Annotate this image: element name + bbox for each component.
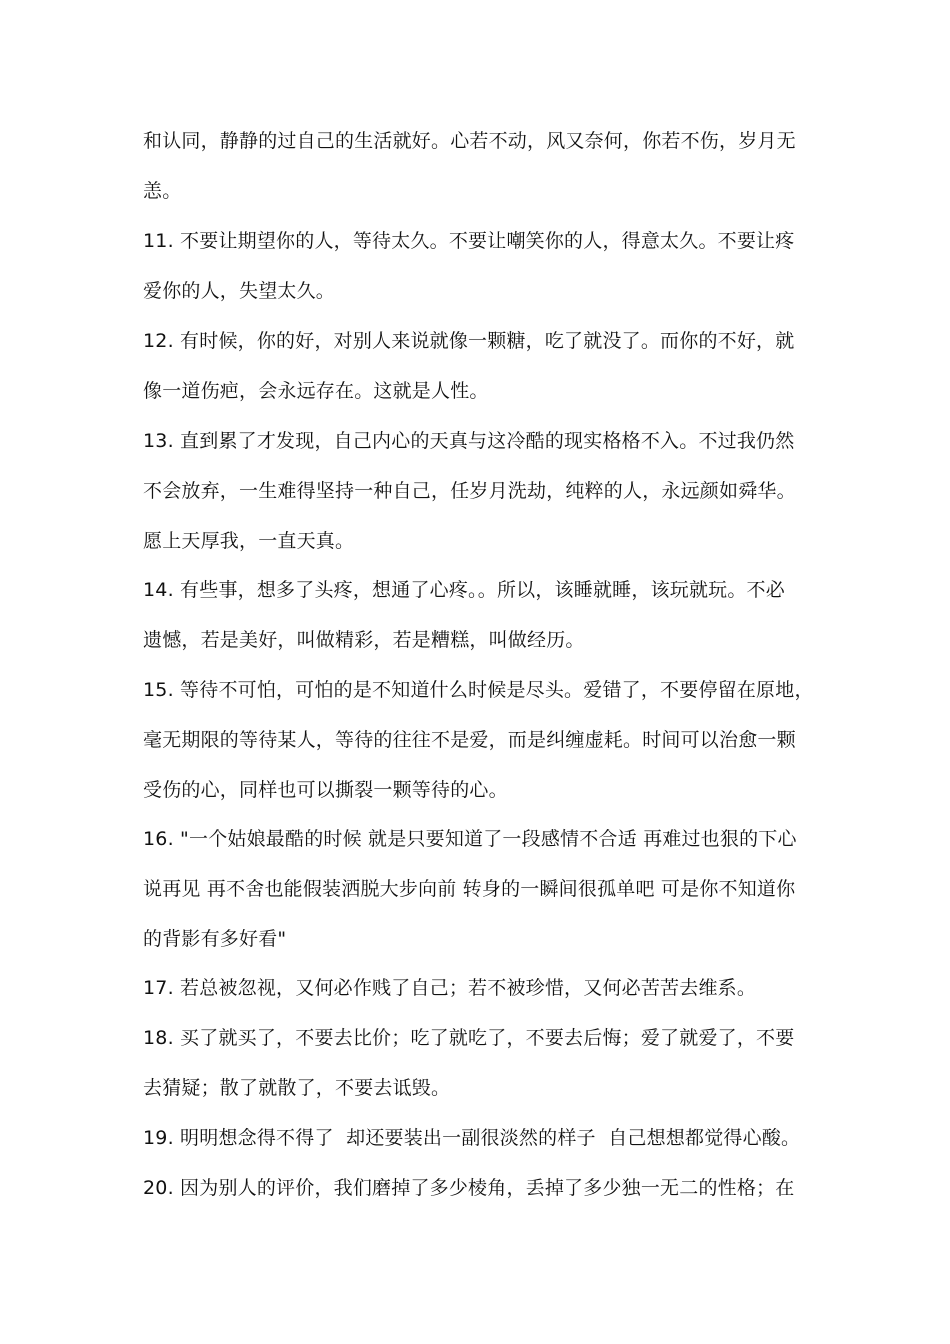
- text-line: 像一道伤疤，会永远存在。这就是人性。: [143, 380, 489, 402]
- text-line: 16. "一个姑娘最酷的时候 就是只要知道了一段感情不合适 再难过也狠的下心: [143, 828, 797, 850]
- text-line: 11. 不要让期望你的人，等待太久。不要让嘲笑你的人，得意太久。不要让疼: [143, 230, 795, 252]
- text-line: 的背影有多好看": [143, 928, 287, 950]
- text-line: 15. 等待不可怕，可怕的是不知道什么时候是尽头。爱错了，不要停留在原地，: [143, 679, 814, 701]
- text-line: 18. 买了就买了，不要去比价；吃了就吃了，不要去后悔；爱了就爱了，不要: [143, 1027, 795, 1049]
- text-line: 12. 有时候，你的好，对别人来说就像一颗糖，吃了就没了。而你的不好，就: [143, 330, 795, 352]
- text-line: 遗憾，若是美好，叫做精彩，若是糟糕，叫做经历。: [143, 629, 585, 651]
- text-line: 不会放弃，一生难得坚持一种自己，任岁月洗劫，纯粹的人，永远颜如舜华。: [143, 480, 796, 502]
- text-line: 受伤的心，同样也可以撕裂一颗等待的心。: [143, 779, 508, 801]
- text-line: 去猜疑；散了就散了，不要去诋毁。: [143, 1077, 451, 1099]
- text-line: 14. 有些事，想多了头疼，想通了心疼。。所以，该睡就睡，该玩就玩。不必: [143, 579, 785, 601]
- text-line: 毫无期限的等待某人，等待的往往不是爱，而是纠缠虚耗。时间可以治愈一颗: [143, 729, 796, 751]
- text-line: 恙。: [143, 180, 182, 202]
- text-line: 说再见 再不舍也能假装洒脱大步向前 转身的一瞬间很孤单吧 可是你不知道你: [143, 878, 796, 900]
- text-line: 20. 因为别人的评价，我们磨掉了多少棱角，丢掉了多少独一无二的性格；在: [143, 1177, 795, 1199]
- text-line: 13. 直到累了才发现，自己内心的天真与这冷酷的现实格格不入。不过我仍然: [143, 430, 795, 452]
- text-line: 愿上天厚我，一直天真。: [143, 530, 355, 552]
- text-line: 19. 明明想念得不得了 却还要装出一副很淡然的样子 自己想想都觉得心酸。: [143, 1127, 801, 1149]
- text-line: 17. 若总被忽视，又何必作贱了自己；若不被珍惜，又何必苦苦去维系。: [143, 977, 757, 999]
- text-line: 爱你的人，失望太久。: [143, 280, 336, 302]
- text-line: 和认同，静静的过自己的生活就好。心若不动，风又奈何，你若不伤，岁月无: [143, 130, 796, 152]
